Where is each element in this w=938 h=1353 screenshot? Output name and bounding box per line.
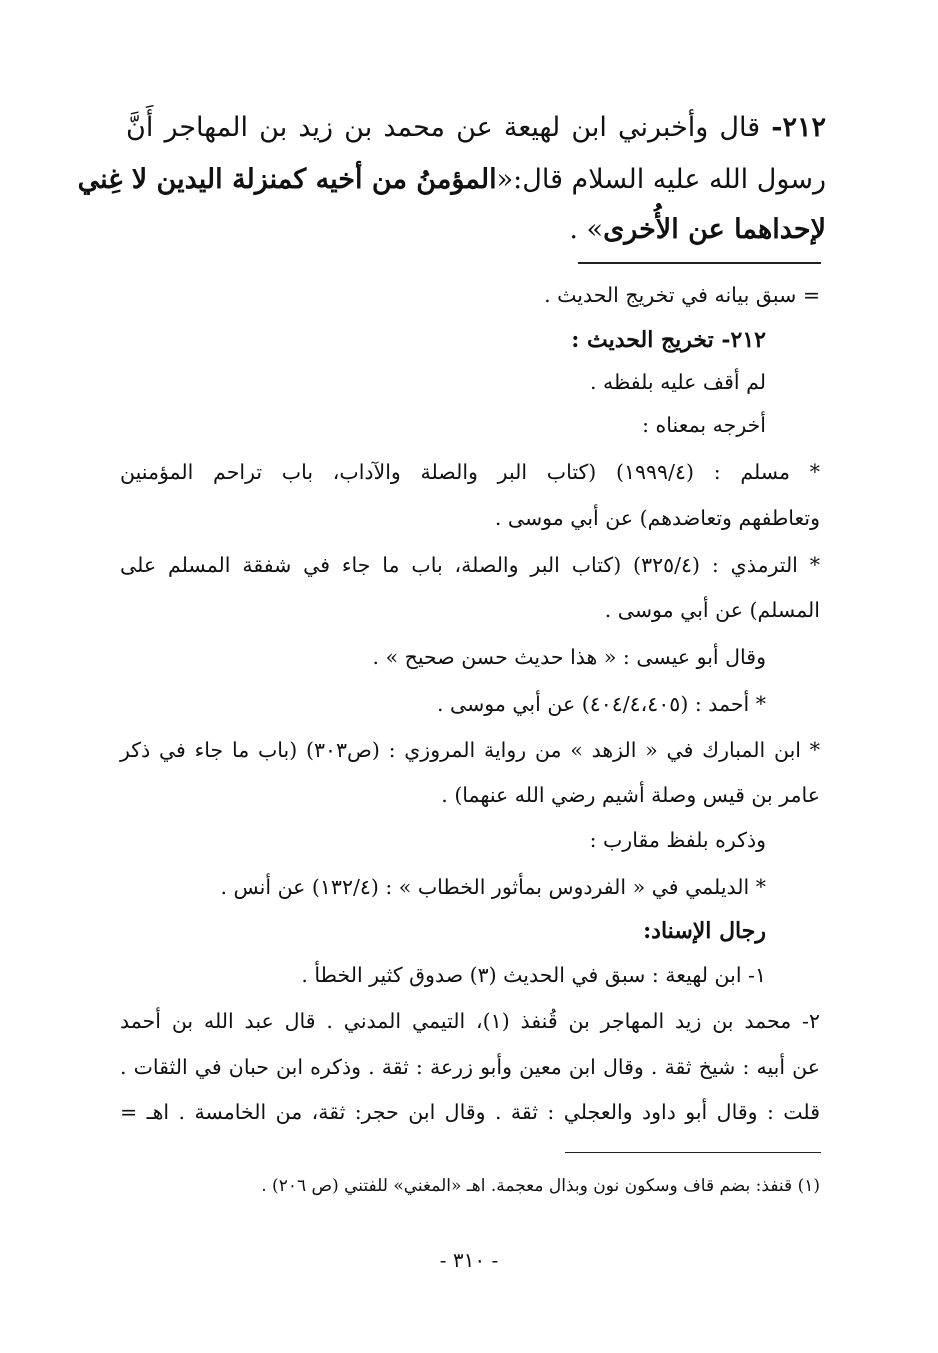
note-line-14: * الديلمي في « الفردوس بمأثور الخطاب » : (١٣٢/٤) عن أنس . — [220, 875, 766, 899]
footnote: (١) قنفذ: بضم قاف وسكون نون وبذال معجمة. اهـ «المغني» للفتني (ص ٢٠٦) . — [261, 1176, 820, 1196]
footnote-rule — [565, 1152, 821, 1153]
note-line-12: عامر بن قيس وصلة أشيم رضي الله عنهما) . — [441, 783, 820, 807]
note-line-10: * أحمد : (٤٠٤/٤،٤٠٥) عن أبي موسى . — [436, 692, 766, 716]
hadith-line-2-plain: رسول الله عليه السلام قال:« — [496, 164, 826, 195]
hadith-line-1-text: قال وأخبرني ابن لهيعة عن محمد بن زيد بن المهاجر أَنَّ — [126, 112, 772, 143]
note-line-4: أخرجه بمعناه : — [642, 413, 766, 437]
page-number: - ٣١٠ - — [439, 1248, 499, 1272]
hadith-number: ٢١٢- — [771, 112, 826, 143]
note-line-6: وتعاطفهم وتعاضدهم) عن أبي موسى . — [494, 506, 820, 530]
hadith-line-2 — [77, 164, 826, 195]
note-line-5: * مسلم : (١٩٩٩/٤) (كتاب البر والصلة والآداب، باب تراحم المؤمنين — [120, 460, 820, 484]
note-line-17: ٢- محمد بن زيد المهاجر بن قُنفذ (١)، التيمي المدني . قال عبد الله بن أحمد — [120, 1009, 820, 1033]
hadith-line-1 — [126, 112, 826, 143]
hadith-line-3 — [569, 214, 826, 245]
note-line-1: = سبق بيانه في تخريج الحديث . — [544, 283, 820, 307]
rijal-heading: رجال الإسناد: — [643, 918, 766, 944]
note-line-16: ١- ابن لهيعة : سبق في الحديث (٣) صدوق كثير الخطأ . — [301, 963, 766, 987]
note-line-3: لم أقف عليه بلفظه . — [589, 370, 766, 394]
note-line-9: وقال أبو عيسى : « هذا حديث حسن صحيح » . — [372, 645, 766, 669]
hadith-matn-end: لإحداهما عن الأُخرى — [603, 214, 826, 245]
separator-rule — [578, 262, 821, 264]
note-line-13: وذكره بلفظ مقارب : — [589, 828, 766, 852]
note-line-8: المسلم) عن أبي موسى . — [604, 598, 820, 622]
note-line-7: * الترمذي : (٣٢٥/٤) (كتاب البر والصلة، باب ما جاء في شفقة المسلم على — [120, 553, 820, 577]
note-line-11: * ابن المبارك في « الزهد » من رواية المروزي : (ص٣٠٣) (باب ما جاء في ذكر — [120, 738, 821, 762]
hadith-line-3-end: » . — [569, 214, 604, 245]
takhrij-heading: ٢١٢- تخريج الحديث : — [571, 327, 766, 353]
note-line-19: قلت : وقال أبو داود والعجلي : ثقة . وقال ابن حجر: ثقة، من الخامسة . اهـ = — [120, 1100, 820, 1124]
hadith-matn: المؤمنُ من أخيه كمنزلة اليدين لا غِني — [77, 164, 497, 195]
note-line-18: عن أبيه : شيخ ثقة . وقال ابن معين وأبو زرعة : ثقة . وذكره ابن حبان في الثقات . — [120, 1055, 820, 1079]
